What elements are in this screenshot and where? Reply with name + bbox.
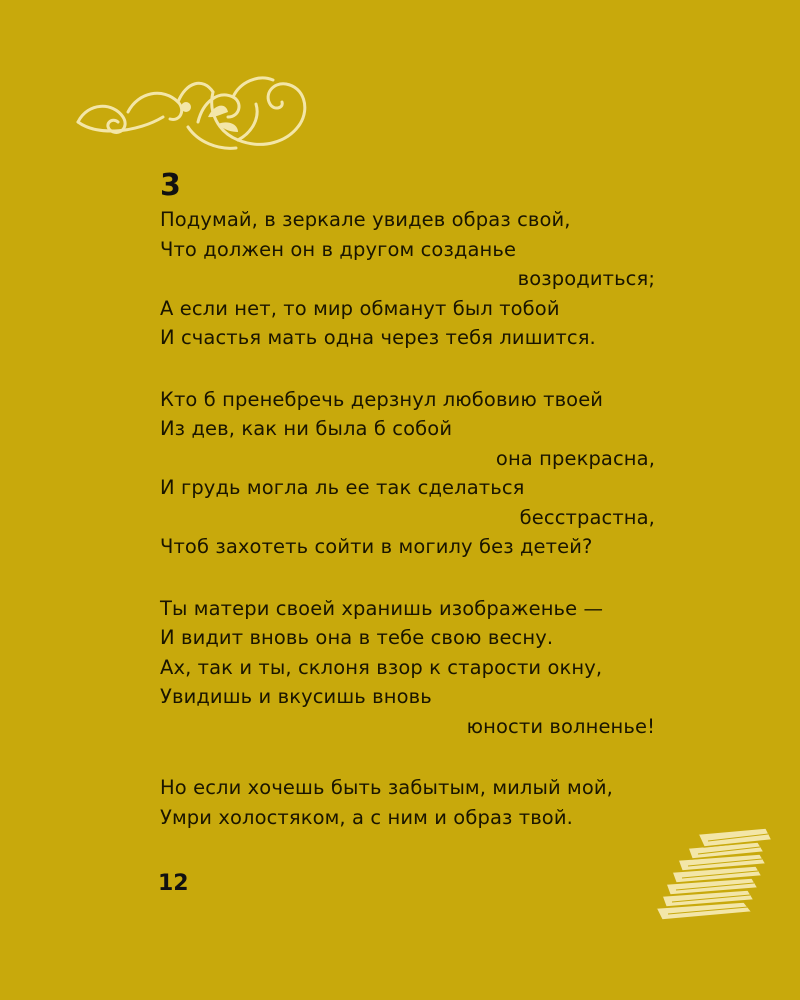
page-number: 12 [158,871,189,896]
poem-line-continuation: возродиться; [517,267,655,290]
poem-line-continuation: она прекрасна, [495,446,655,470]
sonnet-number: 3 [160,168,181,203]
poem-line: А если нет, то мир обманут был тобой [160,296,560,320]
poem-line: Подумай, в зеркале увидев образ свой, [160,208,571,231]
poem-line: Чтоб захотеть сойти в могилу без детей? [160,535,593,558]
poem-line: Ах, так и ты, склоня взор к старости окну, [160,655,603,679]
poem-line: И видит вновь она в тебе свою весну. [160,626,554,649]
poem-line-continuation: юности волненье! [466,714,655,738]
stanza [160,385,700,562]
poem-line-continuation: бесстрастна, [519,505,655,529]
poem-line: И грудь могла ль ее так сделаться [160,476,525,499]
poem-text [160,205,700,864]
poem-line: И счастья мать одна через тебя лишится. [160,326,596,349]
poem-line: Умри холостяком, а с ним и образ твой. [160,805,573,829]
stanza [160,594,700,742]
stanza [160,773,700,832]
stack-of-books-icon [648,820,776,925]
poem-line: Что должен он в другом созданье [160,237,517,261]
stanza [160,205,700,353]
poem-line: Увидишь и вкусишь вновь [160,685,432,708]
poem-line: Из дев, как ни была б собой [160,417,453,440]
poem-line: Но если хочешь быть забытым, милый мой, [160,776,613,799]
poem-line: Кто б пренебречь дерзнул любовию твоей [160,387,604,411]
poem-line: Ты матери своей хранишь изображенье — [160,596,604,620]
flourish-ornament-icon [68,62,318,162]
